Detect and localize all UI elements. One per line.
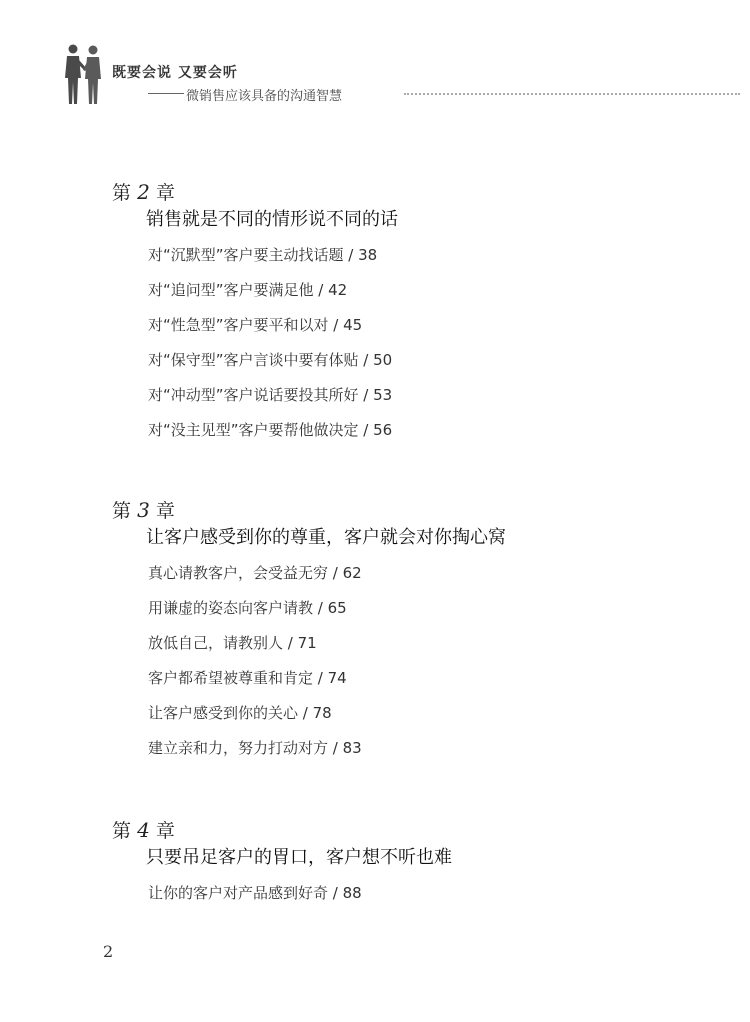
toc-entry[interactable]: 让客户感受到你的关心 / 78	[148, 704, 332, 722]
chapter-number: 3	[137, 498, 150, 522]
chapter-number: 4	[137, 818, 150, 842]
chapter-title: 让客户感受到你的尊重，客户就会对你掏心窝	[146, 527, 506, 548]
toc-entry[interactable]: 对“追问型”客户要满足他 / 42	[148, 281, 348, 299]
chapter-title: 只要吊足客户的胃口，客户想不听也难	[146, 847, 452, 868]
subtitle-row	[112, 84, 742, 104]
toc-entry[interactable]: 对“沉默型”客户要主动找话题 / 38	[148, 246, 378, 264]
chapter-label	[112, 818, 712, 842]
toc-entry[interactable]: 对“性急型”客户要平和以对 / 45	[148, 316, 363, 334]
toc-entry-list	[148, 563, 712, 758]
toc-entry[interactable]: 让你的客户对产品感到好奇 / 88	[148, 884, 362, 902]
toc-entry[interactable]: 对“没主见型”客户要帮他做决定 / 56	[148, 421, 393, 439]
toc-entry[interactable]: 客户都希望被尊重和肯定 / 74	[148, 669, 347, 687]
subtitle-dash	[148, 93, 184, 94]
toc-entry-list	[148, 245, 712, 440]
toc-entry[interactable]: 放低自己，请教别人 / 71	[148, 634, 317, 652]
book-subtitle: 微销售应该具备的沟通智慧	[186, 89, 343, 104]
page-number: 2	[103, 942, 114, 961]
business-handshake-icon	[62, 42, 104, 106]
book-title: 既要会说 又要会听	[112, 65, 238, 81]
toc-entry[interactable]: 用谦虚的姿态向客户请教 / 65	[148, 599, 347, 617]
chapter-label-prefix: 第	[112, 500, 132, 522]
chapter-2	[112, 180, 712, 455]
toc-entry[interactable]: 对“冲动型”客户说话要投其所好 / 53	[148, 386, 393, 404]
chapter-label-suffix: 章	[155, 182, 175, 204]
chapter-3	[112, 498, 712, 773]
chapter-label-suffix: 章	[155, 820, 175, 842]
chapter-label-prefix: 第	[112, 820, 132, 842]
chapter-label	[112, 180, 712, 204]
chapter-title: 销售就是不同的情形说不同的话	[146, 209, 398, 230]
chapter-4	[112, 818, 712, 918]
chapter-number: 2	[137, 180, 150, 204]
toc-entry[interactable]: 建立亲和力，努力打动对方 / 83	[148, 739, 362, 757]
chapter-label-suffix: 章	[155, 500, 175, 522]
running-header	[62, 40, 742, 110]
chapter-label-prefix: 第	[112, 182, 132, 204]
toc-entry[interactable]: 对“保守型”客户言谈中要有体贴 / 50	[148, 351, 393, 369]
chapter-label	[112, 498, 712, 522]
dotted-rule	[404, 93, 740, 95]
toc-entry-list	[148, 883, 712, 903]
toc-entry[interactable]: 真心请教客户，会受益无穷 / 62	[148, 564, 362, 582]
